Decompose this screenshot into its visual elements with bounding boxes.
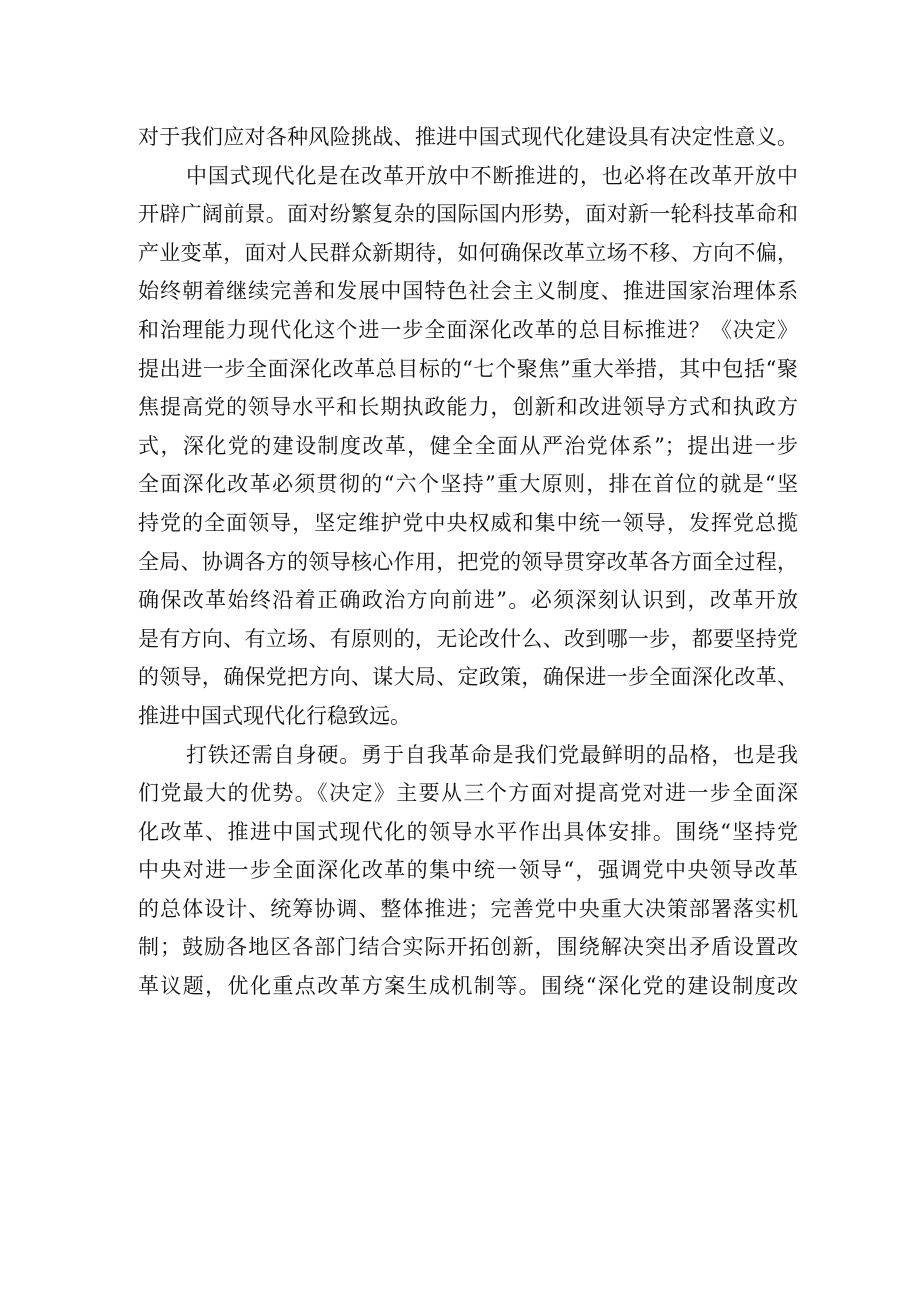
body-text bbox=[138, 118, 798, 1006]
text-line: 和治理能力现代化这个进一步全面深化改革的总目标推进？《决定》 bbox=[138, 317, 798, 342]
text-line: 开辟广阔前景。面对纷繁复杂的国际国内形势，面对新一轮科技革命和 bbox=[138, 202, 798, 227]
text-line: 全局、协调各方的领导核心作用，把党的领导贯穿改革各方面全过程， bbox=[138, 549, 798, 574]
text-line: 式，深化党的建设制度改革，健全全面从严治党体系”；提出进一步 bbox=[138, 433, 798, 458]
text-line: 持党的全面领导，坚定维护党中央权威和集中统一领导，发挥党总揽 bbox=[138, 510, 798, 535]
paragraph-start-line: 打铁还需自身硬。勇于自我革命是我们党最鲜明的品格，也是我 bbox=[186, 742, 798, 767]
paragraph-end-line: 推进中国式现代化行稳致远。 bbox=[138, 703, 411, 728]
text-line: 焦提高党的领导水平和长期执政能力，创新和改进领导方式和执政方 bbox=[138, 395, 798, 420]
paragraph-start-line: 中国式现代化是在改革开放中不断推进的，也必将在改革开放中 bbox=[186, 163, 798, 188]
text-line: 的总体设计、统筹协调、整体推进；完善党中央重大决策部署落实机 bbox=[138, 896, 798, 921]
text-line: 始终朝着继续完善和发展中国特色社会主义制度、推进国家治理体系 bbox=[138, 279, 798, 304]
text-line: 化改革、推进中国式现代化的领导水平作出具体安排。围绕“坚持党 bbox=[138, 819, 798, 844]
text-line: 是有方向、有立场、有原则的，无论改什么、改到哪一步，都要坚持党 bbox=[138, 626, 798, 651]
text-line: 产业变革，面对人民群众新期待，如何确保改革立场不移、方向不偏， bbox=[138, 240, 798, 265]
text-line: 的领导，确保党把方向、谋大局、定政策，确保进一步全面深化改革、 bbox=[138, 665, 798, 690]
text-line: 中央对进一步全面深化改革的集中统一领导“，强调党中央领导改革 bbox=[138, 858, 798, 883]
text-line: 制；鼓励各地区各部门结合实际开拓创新，围绕解决突出矛盾设置改 bbox=[138, 935, 798, 960]
text-line: 提出进一步全面深化改革总目标的“七个聚焦”重大举措，其中包括“聚 bbox=[138, 356, 798, 381]
text-line: 确保改革始终沿着正确政治方向前进”。必须深刻认识到，改革开放 bbox=[138, 588, 798, 613]
text-line: 革议题，优化重点改革方案生成机制等。围绕“深化党的建设制度改 bbox=[138, 974, 798, 999]
text-line: 对于我们应对各种风险挑战、推进中国式现代化建设具有决定性意义。 bbox=[138, 125, 798, 149]
text-line: 们党最大的优势。《决定》主要从三个方面对提高党对进一步全面深 bbox=[138, 781, 798, 806]
text-line: 全面深化改革必须贯彻的“六个坚持”重大原则，排在首位的就是“坚 bbox=[138, 472, 798, 497]
